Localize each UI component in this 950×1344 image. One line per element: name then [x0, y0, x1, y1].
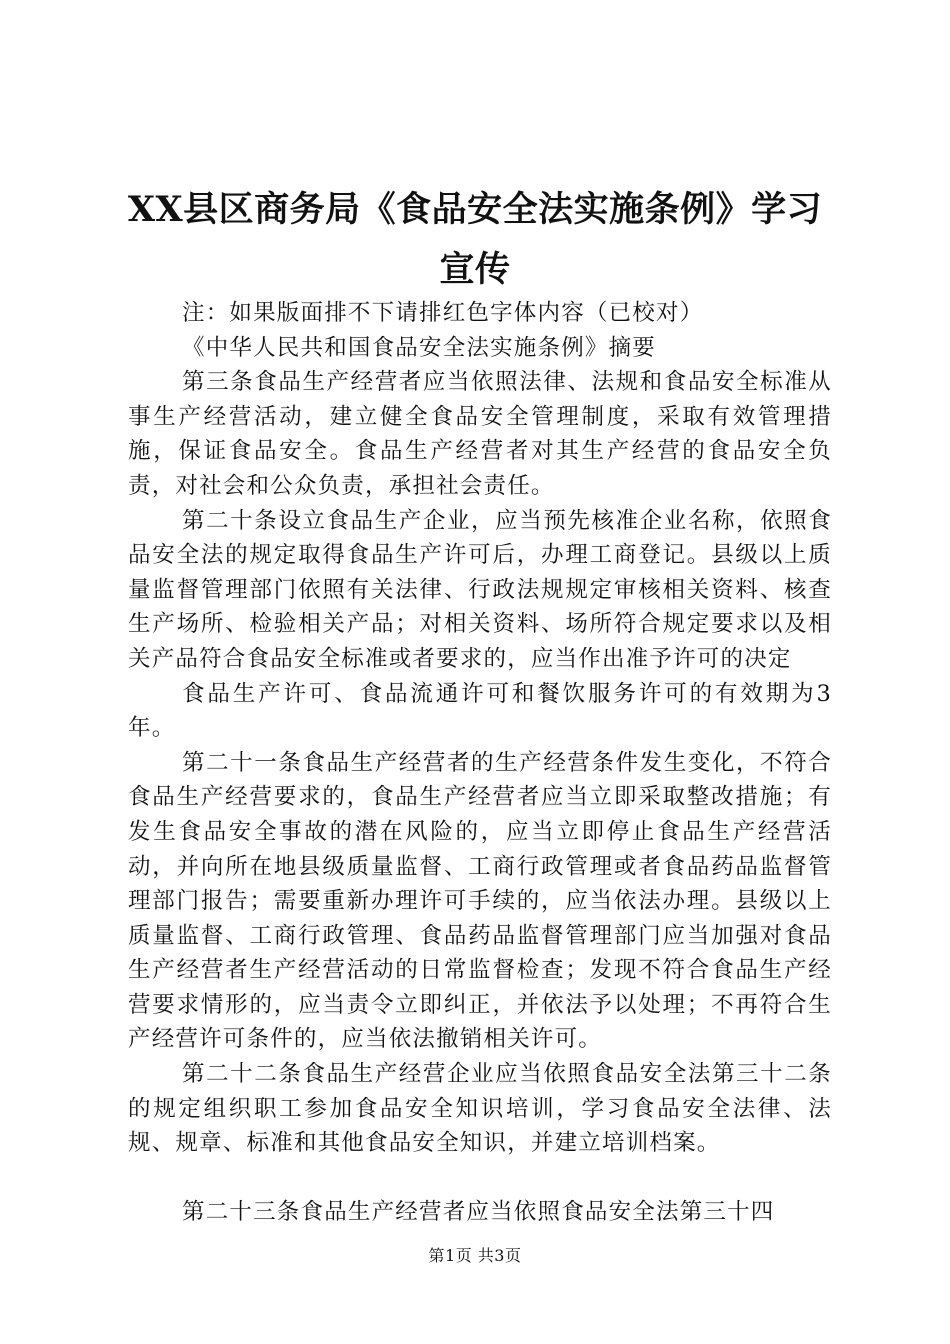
- note-paragraph: 注：如果版面排不下请排红色字体内容（已校对）: [182, 300, 704, 326]
- document-body: [128, 296, 832, 1229]
- article-21-paragraph: 第二十一条食品生产经营者的生产经营条件发生变化，不符合食品生产经营要求的，食品生产经营者应当立即采取整改措施；有发生食品安全事故的潜在风险的，应当立即停止食品生产经营活动，并向所在地县级质量监督、工商行政管理或者食品药品监督管理部门报告；需要重新办理许可手续的，应当依法办理。县级以上质量监督、工商行政管理、食品药品监督管理部门应当加强对食品生产经营者生产经营活动的日常监督检查；发现不符合食品生产经营要求情形的，应当责令立即纠正，并依法予以处理；不再符合生产经营许可条件的，应当依法撤销相关许可。: [128, 749, 832, 1053]
- article-22-paragraph: 第二十二条食品生产经营企业应当依照食品安全法第三十二条的规定组织职工参加食品安全知识培训，学习食品安全法律、法规、规章、标准和其他食品安全知识，并建立培训档案。: [128, 1061, 832, 1157]
- title-line-1: XX县区商务局《食品安全法实施条例》学习: [127, 189, 823, 230]
- summary-heading: 《中华人民共和国食品安全法实施条例》摘要: [182, 334, 657, 361]
- document-title: [120, 180, 830, 300]
- article-20-paragraph: 第二十条设立食品生产企业，应当预先核准企业名称，依照食品安全法的规定取得食品生产许可后，办理工商登记。县级以上质量监督管理部门依照有关法律、行政法规规定审核相关资料、核查生产场所、检验相关产品；对相关资料、场所符合规定要求以及相关产品符合食品安全标准或者要求的，应当作出准予许可的决定: [128, 507, 832, 672]
- article-23-paragraph: 第二十三条食品生产经营者应当依照食品安全法第三十四: [182, 1198, 775, 1225]
- article-3-paragraph: 第三条食品生产经营者应当依照法律、法规和食品安全标准从事生产经营活动，建立健全食品安全管理制度，采取有效管理措施，保证食品安全。食品生产经营者对其生产经营的食品安全负责，对社会和公众负责，承担社会责任。: [128, 369, 832, 499]
- title-line-2: 宣传: [439, 249, 511, 290]
- page-footer: 第1页 共3页: [428, 1246, 522, 1265]
- license-validity-paragraph: 食品生产许可、食品流通许可和餐饮服务许可的有效期为3年。: [128, 680, 832, 742]
